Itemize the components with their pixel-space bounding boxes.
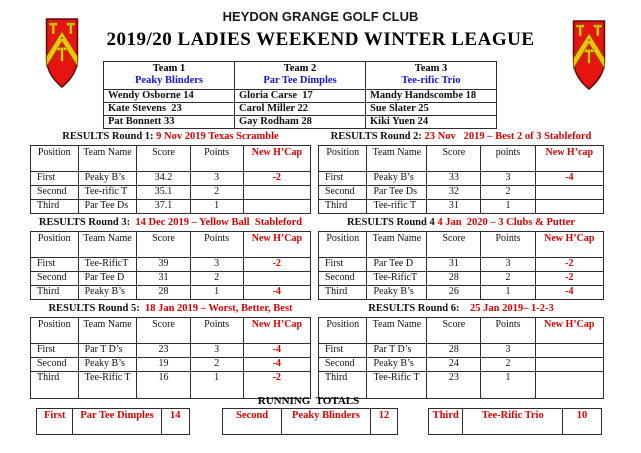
round-section	[318, 217, 604, 303]
total-team: Peaky Blinders	[282, 409, 371, 434]
new-hcap-cell: -4	[535, 286, 603, 300]
player-cell: Gloria Carse 17	[235, 90, 366, 103]
score-cell: 34.2	[137, 172, 190, 186]
round-title-label: RESULTS Round 2:	[330, 131, 422, 142]
teams-body	[104, 90, 497, 129]
running-total-box	[222, 408, 398, 435]
players-row	[104, 90, 497, 103]
team-name-cell: Tee-rific T	[367, 200, 427, 214]
round-results-table	[318, 317, 604, 399]
player-cell: Pat Bonnett 33	[104, 116, 235, 129]
round-header-row	[319, 146, 604, 172]
round-title	[30, 217, 311, 229]
round-column-header: Position	[319, 146, 367, 172]
round-column-header: Position	[31, 232, 79, 258]
score-cell: 23	[137, 344, 190, 358]
player-cell: Kate Stevens 23	[104, 103, 235, 116]
team-name-cell: Par Tee D	[367, 258, 427, 272]
round-column-header: New H’Cap	[535, 318, 603, 344]
round-result-row	[31, 286, 311, 300]
team-name-cell: Peaky B’s	[78, 286, 137, 300]
round-header-row	[31, 318, 311, 344]
teams-header-row	[104, 62, 497, 90]
points-cell: 2	[481, 186, 535, 200]
team-number-label: Team 3	[414, 63, 448, 74]
new-hcap-cell: -4	[243, 344, 310, 358]
points-cell: 2	[190, 186, 243, 200]
round-title	[30, 303, 311, 315]
points-cell: 2	[190, 358, 243, 372]
round-title-label: RESULTS Round 5:	[48, 303, 140, 314]
round-column-header: Position	[319, 318, 367, 344]
position-cell: First	[31, 258, 79, 272]
team-header-cell	[104, 62, 235, 90]
running-totals-heading: RUNNING TOTALS	[257, 395, 360, 407]
score-cell: 39	[137, 258, 190, 272]
score-cell: 28	[427, 272, 481, 286]
team-name-cell: Peaky B’s	[78, 172, 137, 186]
points-cell: 1	[190, 286, 243, 300]
round-header-row	[31, 146, 311, 172]
score-cell: 31	[427, 200, 481, 214]
team-name-cell: Par T D’s	[367, 344, 427, 358]
new-hcap-cell: -2	[535, 272, 603, 286]
position-cell: Third	[31, 200, 79, 214]
round-column-header: Team Name	[78, 232, 137, 258]
player-cell: Sue Slater 25	[366, 103, 497, 116]
round-column-header: points	[481, 146, 535, 172]
score-cell: 26	[427, 286, 481, 300]
round-result-row	[31, 344, 311, 358]
points-cell: 3	[190, 172, 243, 186]
round-result-row	[31, 358, 311, 372]
club-crest-logo	[44, 17, 80, 89]
total-points: 14	[170, 410, 181, 421]
player-cell: Gay Rodham 28	[235, 116, 366, 129]
round-column-header: Score	[137, 232, 190, 258]
round-column-header: Score	[427, 146, 481, 172]
new-hcap-cell: -2	[243, 372, 310, 399]
new-hcap-cell	[535, 200, 603, 214]
points-cell: 1	[481, 200, 535, 214]
team-name-cell: Par Tee Ds	[367, 186, 427, 200]
score-cell: 28	[427, 344, 481, 358]
score-cell: 35.1	[137, 186, 190, 200]
team-name-cell: Tee-rific T	[78, 186, 137, 200]
round-result-row	[319, 286, 604, 300]
position-cell: First	[31, 344, 79, 358]
score-cell: 32	[427, 186, 481, 200]
round-section	[30, 303, 311, 389]
team-name-cell: Par Tee D	[78, 272, 137, 286]
position-cell: First	[319, 344, 367, 358]
position-cell: Third	[319, 286, 367, 300]
round-tbody	[31, 172, 311, 214]
team-name-label: Peaky Blinders	[135, 75, 203, 86]
round-results-table	[30, 317, 311, 399]
score-cell: 33	[427, 172, 481, 186]
round-result-row	[31, 272, 311, 286]
points-cell: 1	[190, 372, 243, 399]
team-name-cell: Peaky B’s	[78, 358, 137, 372]
total-position: First	[37, 409, 73, 434]
total-position: Third	[429, 409, 463, 434]
points-cell: 3	[481, 172, 535, 186]
round-title	[318, 303, 604, 315]
round-tbody	[319, 344, 604, 399]
round-result-row	[31, 258, 311, 272]
points-cell: 2	[481, 358, 535, 372]
round-header-row	[319, 318, 604, 344]
round-section	[30, 131, 311, 217]
round-date-label: 25 Jan 2019– 1-2-3	[462, 303, 554, 314]
new-hcap-cell: -4	[243, 286, 310, 300]
team-header-cell	[235, 62, 366, 90]
round-tbody	[319, 258, 604, 300]
new-hcap-cell	[535, 358, 603, 372]
round-section	[318, 303, 604, 389]
round-tbody	[319, 172, 604, 214]
players-row	[104, 103, 497, 116]
team-number-label: Team 1	[152, 63, 186, 74]
round-title-label: RESULTS Round 1:	[62, 131, 154, 142]
round-tbody	[31, 258, 311, 300]
team-name-label: Par Tee Dimples	[263, 75, 337, 86]
new-hcap-cell: -2	[243, 258, 310, 272]
round-column-header: Points	[190, 146, 243, 172]
round-section	[318, 131, 604, 217]
round-column-header: Position	[319, 232, 367, 258]
team-name-cell: Peaky B’s	[367, 358, 427, 372]
score-cell: 24	[427, 358, 481, 372]
team-header-cell	[366, 62, 497, 90]
points-cell: 2	[481, 272, 535, 286]
round-tbody	[31, 344, 311, 399]
round-date-label: 4 Jan 2020 – 3 Clubs & Putter	[437, 217, 576, 228]
score-cell: 31	[427, 258, 481, 272]
points-cell: 3	[190, 344, 243, 358]
rounds-grid	[30, 131, 604, 389]
total-team: Par Tee Dimples	[73, 409, 161, 434]
total-points: 10	[576, 410, 588, 421]
round-column-header: New H’Cap	[535, 232, 603, 258]
position-cell: First	[31, 172, 79, 186]
score-cell: 31	[137, 272, 190, 286]
position-cell: Third	[319, 372, 367, 399]
points-cell: 1	[481, 286, 535, 300]
position-cell: Second	[31, 272, 79, 286]
new-hcap-cell: -2	[535, 258, 603, 272]
round-result-row	[319, 258, 604, 272]
position-cell: Third	[31, 286, 79, 300]
points-cell: 2	[190, 272, 243, 286]
round-column-header: Points	[190, 232, 243, 258]
round-header-row	[319, 232, 604, 258]
club-name: HEYDON GRANGE GOLF CLUB	[222, 9, 419, 24]
round-results-table	[318, 231, 604, 300]
round-column-header: Score	[427, 232, 481, 258]
points-cell: 3	[481, 344, 535, 358]
round-header-row	[31, 232, 311, 258]
new-hcap-cell: -2	[243, 172, 310, 186]
round-column-header: Score	[137, 146, 190, 172]
round-column-header: Points	[481, 318, 535, 344]
team-name-cell: Tee-RificT	[78, 258, 137, 272]
new-hcap-cell	[535, 344, 603, 358]
team-name-cell: Tee-Rific T	[78, 372, 137, 399]
team-number-label: Team 2	[283, 63, 317, 74]
round-column-header: New H’Cap	[243, 146, 310, 172]
round-result-row	[319, 344, 604, 358]
round-result-row	[319, 272, 604, 286]
position-cell: First	[319, 258, 367, 272]
round-section	[30, 217, 311, 303]
round-title	[318, 131, 604, 143]
score-cell: 19	[137, 358, 190, 372]
team-name-cell: Peaky B’s	[367, 172, 427, 186]
team-name-cell: Par Tee Ds	[78, 200, 137, 214]
round-column-header: New H’Cap	[243, 318, 310, 344]
new-hcap-cell	[535, 186, 603, 200]
position-cell: Second	[319, 186, 367, 200]
position-cell: First	[319, 172, 367, 186]
round-title-label: RESULTS Round 4	[346, 217, 435, 228]
round-column-header: Team Name	[78, 146, 137, 172]
round-result-row	[319, 200, 604, 214]
round-date-label: 23 Nov 2019 – Best 2 of 3 Stableford	[424, 131, 592, 142]
players-row	[104, 116, 497, 129]
new-hcap-cell: -4	[535, 172, 603, 186]
new-hcap-cell	[243, 186, 310, 200]
round-result-row	[319, 172, 604, 186]
player-cell: Wendy Osborne 14	[104, 90, 235, 103]
score-cell: 23	[427, 372, 481, 399]
new-hcap-cell: -4	[243, 358, 310, 372]
team-name-cell: Peaky B’s	[367, 286, 427, 300]
team-name-cell: Par T D’s	[78, 344, 137, 358]
player-cell: Carol Miller 22	[235, 103, 366, 116]
player-cell: Mandy Handscombe 18	[366, 90, 497, 103]
running-total-box	[428, 408, 602, 435]
points-cell: 3	[190, 258, 243, 272]
round-results-table	[30, 145, 311, 214]
round-result-row	[31, 172, 311, 186]
round-column-header: Points	[190, 318, 243, 344]
round-date-label: 18 Jan 2019 – Worst, Better, Best	[142, 303, 293, 314]
round-date-label: 9 Nov 2019 Texas Scramble	[156, 131, 279, 142]
page-title: 2019/20 LADIES WEEKEND WINTER LEAGUE	[106, 29, 535, 50]
round-column-header: Points	[481, 232, 535, 258]
position-cell: Second	[31, 186, 79, 200]
team-name-cell: Tee-Rific T	[367, 372, 427, 399]
round-result-row	[31, 200, 311, 214]
total-points: 12	[378, 410, 390, 421]
round-title	[318, 217, 604, 229]
position-cell: Third	[319, 200, 367, 214]
score-cell: 37.1	[137, 200, 190, 214]
round-result-row	[319, 186, 604, 200]
position-cell: Second	[31, 358, 79, 372]
points-cell: 1	[190, 200, 243, 214]
round-result-row	[319, 358, 604, 372]
team-name-label: Tee-rific Trio	[401, 75, 461, 86]
round-title	[30, 131, 311, 143]
round-date-label: 14 Dec 2019 – Yellow Ball Stableford	[132, 217, 303, 228]
team-name-cell: Tee-RificT	[367, 272, 427, 286]
new-hcap-cell	[243, 200, 310, 214]
round-column-header: New H’cap	[535, 146, 603, 172]
points-cell: 1	[481, 372, 535, 399]
running-total-box	[36, 408, 190, 435]
round-column-header: Position	[31, 146, 79, 172]
round-title-label: RESULTS Round 3:	[38, 217, 131, 228]
round-column-header: Team Name	[367, 146, 427, 172]
position-cell: Second	[319, 272, 367, 286]
teams-table	[103, 61, 497, 129]
round-title-label: RESULTS Round 6:	[368, 303, 460, 314]
round-column-header: Position	[31, 318, 79, 344]
round-column-header: Score	[427, 318, 481, 344]
total-team: Tee-Rific Trio	[463, 409, 563, 434]
round-column-header: Team Name	[78, 318, 137, 344]
round-column-header: New H’Cap	[243, 232, 310, 258]
points-cell: 3	[481, 258, 535, 272]
round-column-header: Team Name	[367, 232, 427, 258]
round-result-row	[31, 186, 311, 200]
player-cell: Kiki Yuen 24	[366, 116, 497, 129]
new-hcap-cell	[243, 272, 310, 286]
round-results-table	[318, 145, 604, 214]
score-cell: 16	[137, 372, 190, 399]
round-column-header: Team Name	[367, 318, 427, 344]
score-cell: 28	[137, 286, 190, 300]
position-cell: Third	[31, 372, 79, 399]
total-position: Second	[223, 409, 282, 434]
round-column-header: Score	[137, 318, 190, 344]
position-cell: Second	[319, 358, 367, 372]
round-results-table	[30, 231, 311, 300]
